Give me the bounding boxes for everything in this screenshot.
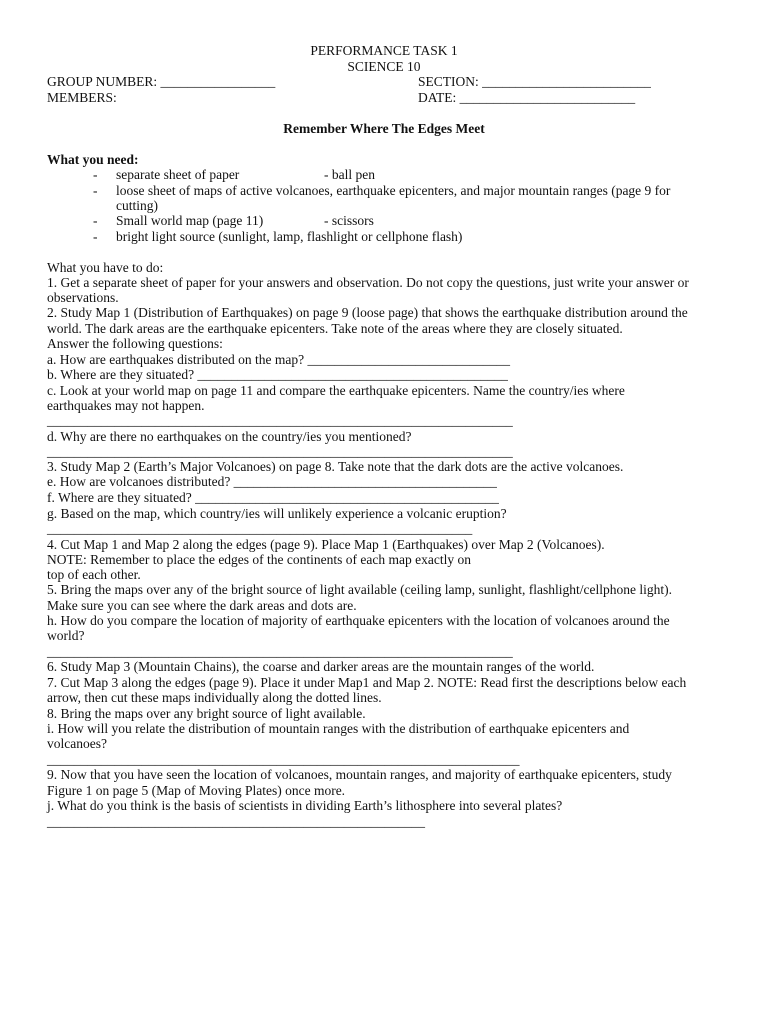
procedure-line: world? bbox=[47, 628, 85, 643]
material-item-extra: - scissors bbox=[324, 213, 374, 228]
members-field: MEMBERS: bbox=[47, 90, 117, 105]
procedure-line: world. The dark areas are the earthquake epicenters. Take note of the areas where they are closely situated. bbox=[47, 321, 623, 336]
procedure-line: 2. Study Map 1 (Distribution of Earthquakes) on page 9 (loose page) that shows the earthquake distribution around the bbox=[47, 305, 688, 320]
material-item: Small world map (page 11) bbox=[116, 213, 264, 228]
procedure-line: 5. Bring the maps over any of the bright source of light available (ceiling lamp, sunlight, flashlight/cellphone light). bbox=[47, 582, 672, 597]
question-j: j. What do you think is the basis of scientists in dividing Earth’s lithosphere into several plates? bbox=[47, 798, 563, 813]
what-you-need-heading: What you need: bbox=[47, 152, 139, 167]
question-f: f. Where are they situated? _____________________________________________ bbox=[47, 490, 499, 505]
section-field: SECTION: _________________________ bbox=[418, 74, 651, 89]
procedure-line: 8. Bring the maps over any bright source of light available. bbox=[47, 706, 366, 721]
question-d: d. Why are there no earthquakes on the country/ies you mentioned? bbox=[47, 429, 412, 444]
question-h: h. How do you compare the location of majority of earthquake epicenters with the location of volcanoes around the bbox=[47, 613, 670, 628]
material-item-extra: - ball pen bbox=[324, 167, 375, 182]
date-field: DATE: __________________________ bbox=[418, 90, 636, 105]
procedure-line: NOTE: Remember to place the edges of the continents of each map exactly on bbox=[47, 552, 471, 567]
procedure-line: observations. bbox=[47, 290, 119, 305]
material-item-continued: cutting) bbox=[116, 198, 158, 213]
procedure-line: volcanoes? bbox=[47, 736, 107, 751]
material-bullet: - bbox=[93, 167, 98, 182]
procedure-line: earthquakes may not happen. bbox=[47, 398, 205, 413]
procedure-line: 6. Study Map 3 (Mountain Chains), the coarse and darker areas are the mountain ranges of the world. bbox=[47, 659, 595, 674]
procedure-line: 1. Get a separate sheet of paper for your answers and observation. Do not copy the questions, just write your answer or bbox=[47, 275, 689, 290]
material-bullet: - bbox=[93, 229, 98, 244]
material-bullet: - bbox=[93, 213, 98, 228]
question-a: a. How are earthquakes distributed on the map? ______________________________ bbox=[47, 352, 511, 367]
procedure-line: 4. Cut Map 1 and Map 2 along the edges (page 9). Place Map 1 (Earthquakes) over Map 2 (Volcanoes). bbox=[47, 537, 605, 552]
answer-line: _____________________________________________________________________ bbox=[47, 644, 513, 659]
procedure-line: 3. Study Map 2 (Earth’s Major Volcanoes) on page 8. Take note that the dark dots are the active volcanoes. bbox=[47, 459, 624, 474]
procedure-line: Answer the following questions: bbox=[47, 336, 223, 351]
answer-line: ______________________________________________________________________ bbox=[47, 752, 520, 767]
question-e: e. How are volcanoes distributed? _______________________________________ bbox=[47, 474, 497, 489]
task-title: PERFORMANCE TASK 1 bbox=[310, 43, 458, 58]
material-item: loose sheet of maps of active volcanoes, earthquake epicenters, and major mountain ranges (page 9 for bbox=[116, 183, 671, 198]
subject-title: SCIENCE 10 bbox=[347, 59, 421, 74]
procedure-line: 9. Now that you have seen the location of volcanoes, mountain ranges, and majority of earthquake epicenters, study bbox=[47, 767, 672, 782]
procedure-line: Make sure you can see where the dark areas and dots are. bbox=[47, 598, 357, 613]
material-item: bright light source (sunlight, lamp, flashlight or cellphone flash) bbox=[116, 229, 463, 244]
procedure-line: 7. Cut Map 3 along the edges (page 9). Place it under Map1 and Map 2. NOTE: Read first the descriptions below each bbox=[47, 675, 687, 690]
question-b: b. Where are they situated? ______________________________________________ bbox=[47, 367, 508, 382]
material-item: separate sheet of paper bbox=[116, 167, 240, 182]
answer-line: _____________________________________________________________________ bbox=[47, 444, 513, 459]
answer-line: _____________________________________________________________________ bbox=[47, 413, 513, 428]
answer-line: ________________________________________________________ bbox=[47, 814, 425, 829]
answer-line: _______________________________________________________________ bbox=[47, 521, 473, 536]
activity-title: Remember Where The Edges Meet bbox=[283, 121, 485, 136]
question-g: g. Based on the map, which country/ies will unlikely experience a volcanic eruption? bbox=[47, 506, 507, 521]
procedure-heading: What you have to do: bbox=[47, 260, 164, 275]
material-bullet: - bbox=[93, 183, 98, 198]
procedure-line: Figure 1 on page 5 (Map of Moving Plates) once more. bbox=[47, 783, 346, 798]
procedure-line: arrow, then cut these maps individually along the dotted lines. bbox=[47, 690, 382, 705]
question-i: i. How will you relate the distribution of mountain ranges with the distribution of earthquake epicenters and bbox=[47, 721, 630, 736]
group-number-field: GROUP NUMBER: _________________ bbox=[47, 74, 276, 89]
procedure-line: top of each other. bbox=[47, 567, 141, 582]
question-c: c. Look at your world map on page 11 and compare the earthquake epicenters. Name the country/ies where bbox=[47, 383, 625, 398]
